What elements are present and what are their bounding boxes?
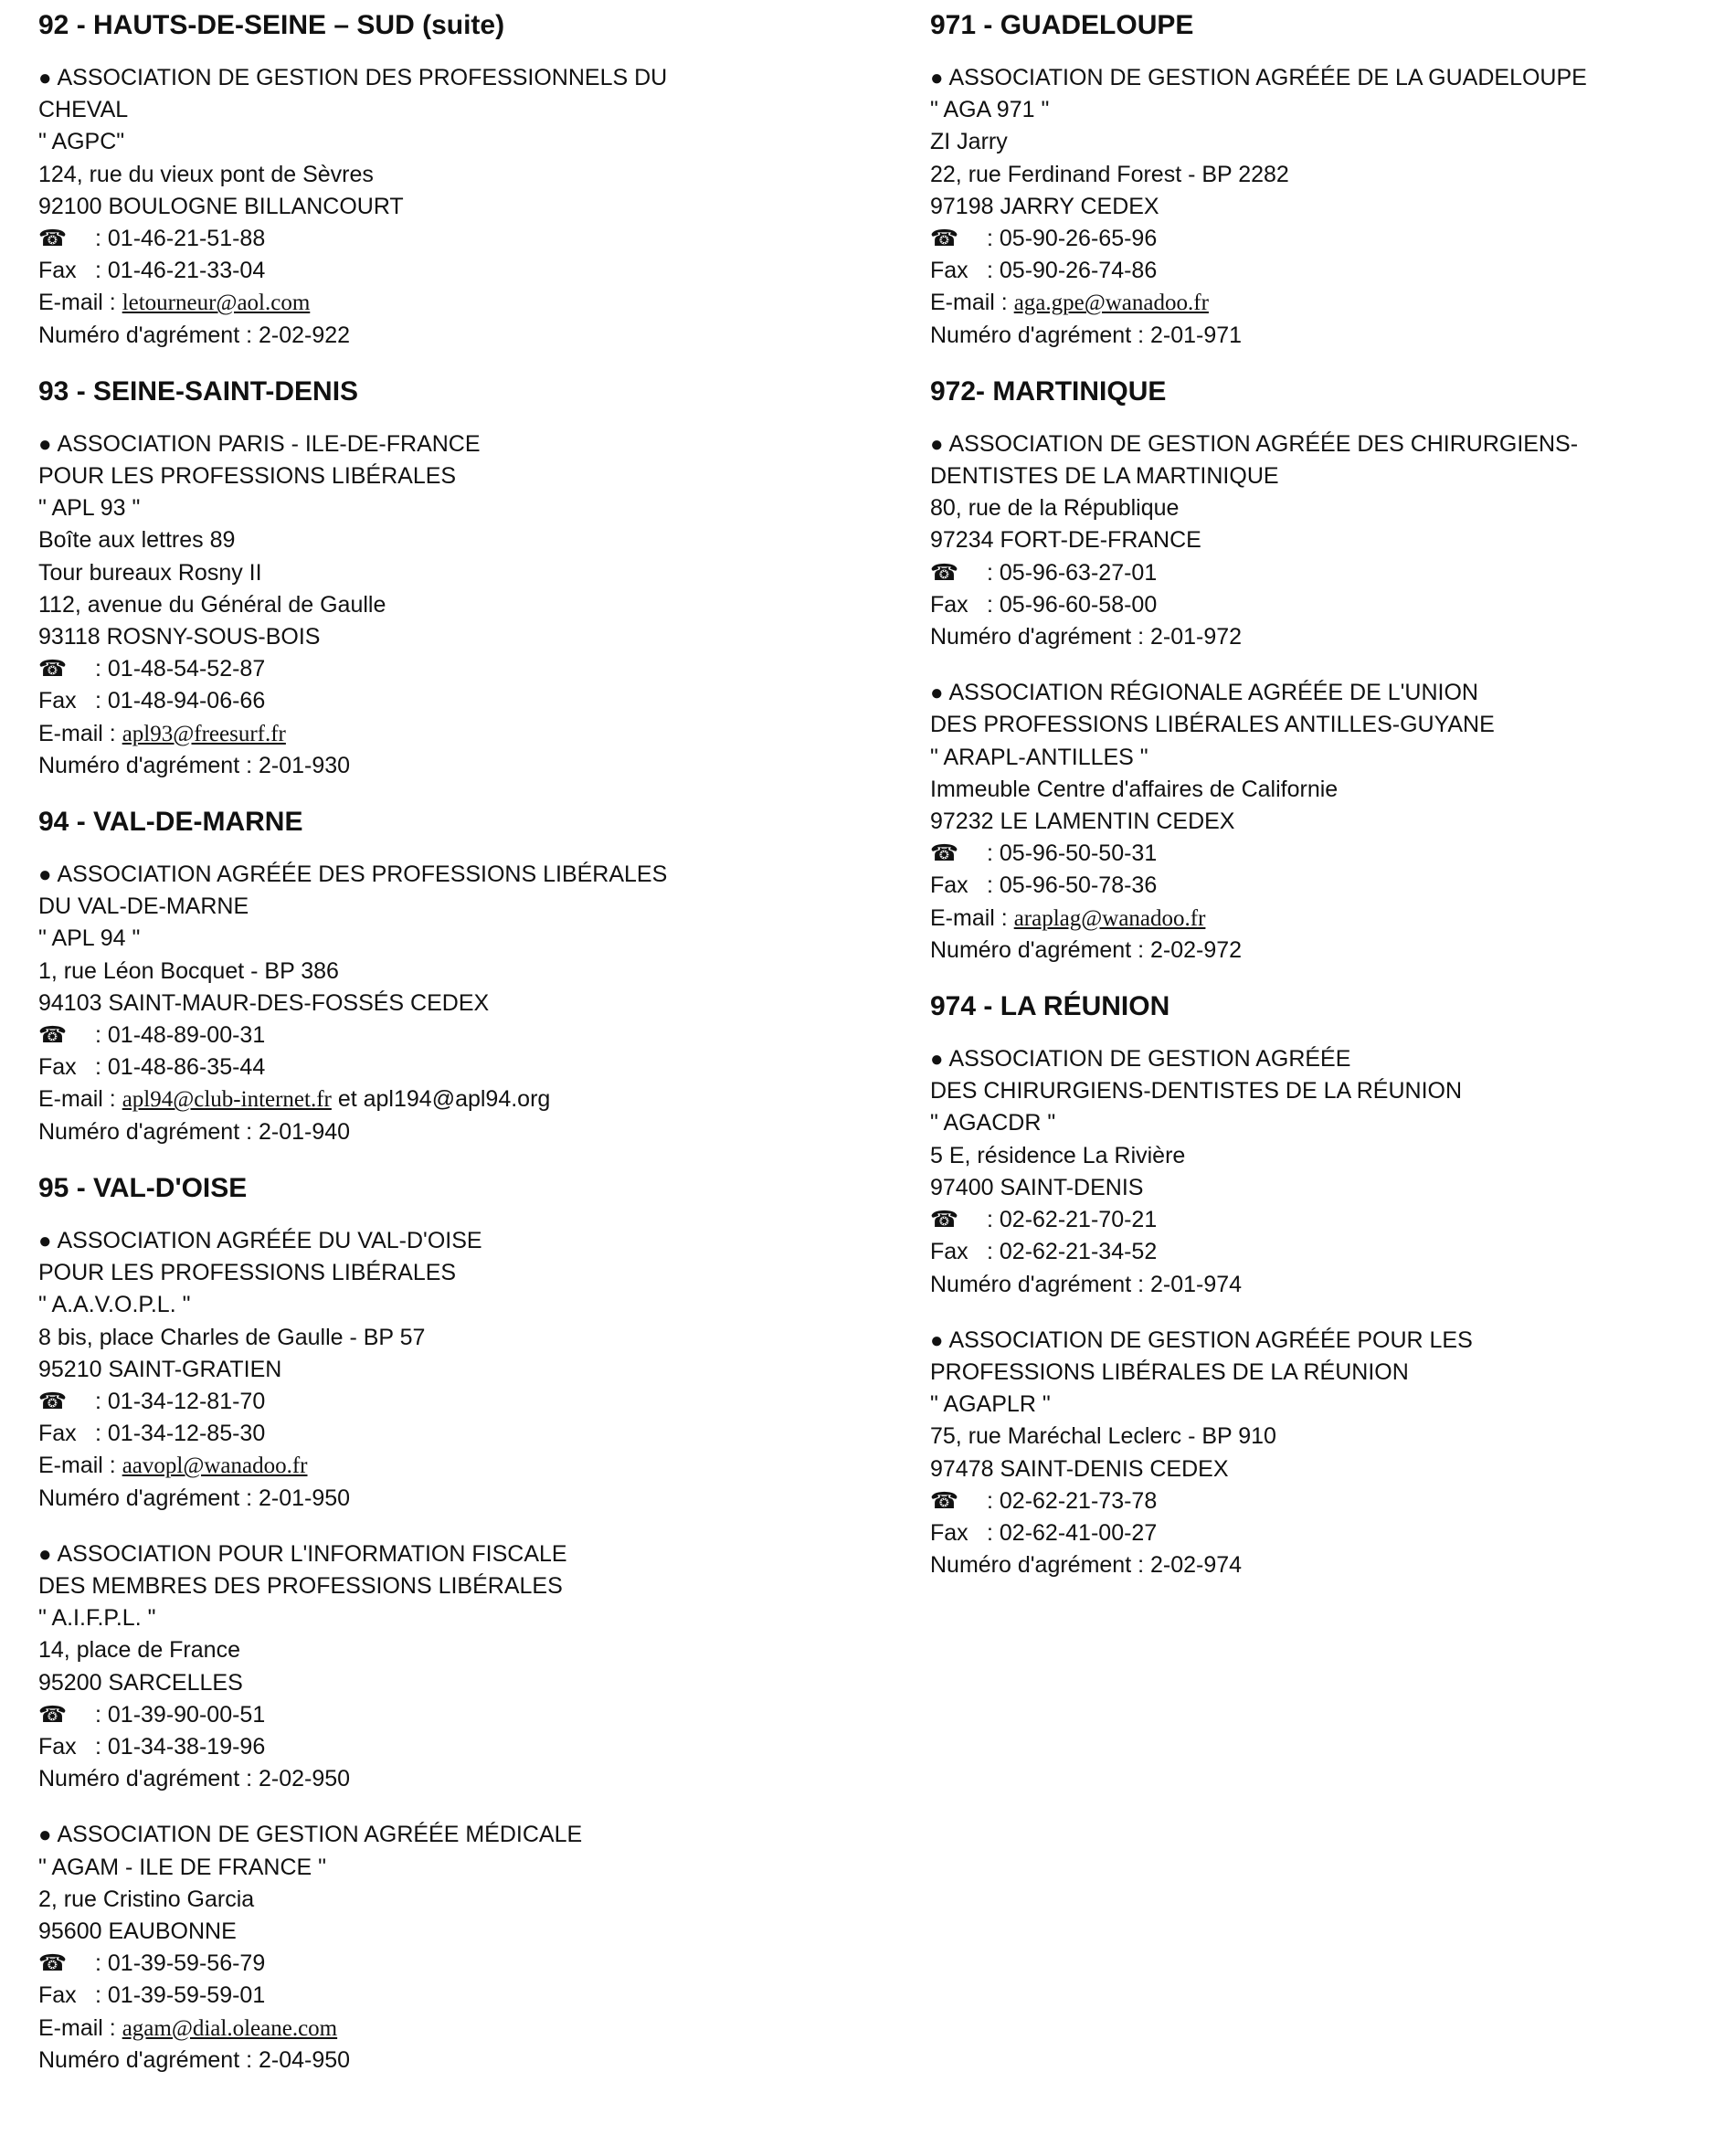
telephone-icon: ☎	[930, 1207, 959, 1233]
agrement-number: Numéro d'agrément : 2-04-950	[38, 2046, 351, 2073]
association-entry	[38, 1538, 861, 1796]
association-entry	[38, 1225, 861, 1515]
phone-line	[930, 1485, 1716, 1517]
section-title: 971 - GUADELOUPE	[930, 10, 1194, 40]
email-link[interactable]: letourneur@aol.com	[122, 291, 311, 316]
association-entry	[930, 62, 1716, 352]
directory-section	[38, 375, 861, 782]
fax-number: : 01-48-94-06-66	[95, 688, 266, 714]
fax-number: : 05-96-60-58-00	[987, 591, 1158, 618]
association-acronym: " APL 93 "	[38, 495, 141, 522]
association-name-line	[930, 62, 1716, 94]
association-name-line	[930, 1075, 1716, 1107]
agrement-number: Numéro d'agrément : 2-01-950	[38, 1485, 351, 1511]
address-line: 124, rue du vieux pont de Sèvres	[38, 161, 374, 187]
address-line: 97198 JARRY CEDEX	[930, 193, 1159, 219]
association-name-text: ASSOCIATION DE GESTION DES PROFESSIONNELS DU	[57, 65, 668, 90]
fax-line	[930, 870, 1716, 902]
association-name-text: ASSOCIATION POUR L'INFORMATION FISCALE	[57, 1540, 567, 1567]
association-acronym: " AGACDR "	[930, 1110, 1056, 1136]
email-link[interactable]: araplag@wanadoo.fr	[1013, 905, 1206, 931]
address-line: 97234 FORT-DE-FRANCE	[930, 527, 1201, 554]
association-acronym: " AGAPLR "	[930, 1391, 1051, 1418]
phone-line	[930, 557, 1716, 589]
email-line	[38, 718, 861, 750]
association-name-text: ASSOCIATION AGRÉÉE DES PROFESSIONS LIBÉRALES	[57, 861, 668, 888]
fax-number: : 01-46-21-33-04	[95, 258, 266, 284]
fax-line	[930, 1517, 1716, 1549]
address-line: 97478 SAINT-DENIS CEDEX	[930, 1455, 1229, 1482]
association-name-text: ASSOCIATION AGRÉÉE DU VAL-D'OISE	[57, 1227, 482, 1253]
phone-number: : 02-62-21-73-78	[987, 1487, 1158, 1514]
phone-line	[38, 1020, 861, 1052]
association-name-text: ASSOCIATION DE GESTION AGRÉÉE	[948, 1046, 1351, 1073]
phone-number: : 05-96-50-50-31	[987, 840, 1158, 867]
telephone-icon: ☎	[38, 1388, 68, 1414]
fax-line	[38, 1418, 861, 1450]
email-label: E-mail :	[38, 720, 122, 746]
association-entry	[930, 1043, 1716, 1301]
fax-label: Fax	[930, 872, 968, 899]
association-name-text: CHEVAL	[38, 97, 129, 123]
association-name-line	[930, 1043, 1716, 1075]
agrement-number: Numéro d'agrément : 2-01-940	[38, 1118, 351, 1145]
association-name-line	[930, 1357, 1716, 1389]
fax-label: Fax	[930, 258, 968, 284]
email-line	[38, 287, 861, 319]
phone-line	[38, 223, 861, 255]
association-name-text: DENTISTES DE LA MARTINIQUE	[930, 463, 1279, 490]
bullet-icon: ●	[38, 862, 52, 888]
address-line: 2, rue Cristino Garcia	[38, 1886, 255, 1912]
telephone-icon: ☎	[38, 656, 68, 682]
email-link[interactable]: aavopl@wanadoo.fr	[122, 1453, 308, 1479]
association-name-line	[930, 428, 1716, 460]
fax-label: Fax	[38, 688, 77, 714]
address-line: 22, rue Ferdinand Forest - BP 2282	[930, 161, 1289, 187]
section-title: 972- MARTINIQUE	[930, 375, 1167, 407]
address-line: 94103 SAINT-MAUR-DES-FOSSÉS CEDEX	[38, 989, 490, 1016]
address-line: 75, rue Maréchal Leclerc - BP 910	[930, 1423, 1276, 1450]
association-name-text: ASSOCIATION DE GESTION AGRÉÉE DE LA GUADELOUPE	[948, 65, 1587, 90]
email-link[interactable]: agam@dial.oleane.com	[122, 2015, 338, 2041]
association-name-line	[38, 428, 861, 460]
right-column	[930, 0, 1716, 1605]
phone-number: : 01-39-59-56-79	[95, 1950, 266, 1977]
fax-line	[930, 589, 1716, 621]
fax-line	[38, 1731, 861, 1763]
association-entry	[930, 428, 1716, 653]
email-line	[38, 1083, 861, 1115]
directory-section	[38, 1172, 861, 2077]
association-entry	[930, 1325, 1716, 1582]
association-name-text: DES PROFESSIONS LIBÉRALES ANTILLES-GUYANE	[930, 712, 1495, 738]
address-line: 93118 ROSNY-SOUS-BOIS	[38, 624, 321, 650]
fax-label: Fax	[38, 258, 77, 284]
association-name-line	[38, 1819, 861, 1851]
address-line: 112, avenue du Général de Gaulle	[38, 591, 386, 618]
phone-line	[930, 838, 1716, 870]
fax-number: : 01-34-38-19-96	[95, 1733, 266, 1760]
phone-line	[38, 1699, 861, 1731]
phone-number: : 05-90-26-65-96	[987, 226, 1158, 252]
fax-number: : 02-62-21-34-52	[987, 1239, 1158, 1265]
association-name-text: DU VAL-DE-MARNE	[38, 893, 249, 920]
bullet-icon: ●	[38, 1228, 52, 1253]
phone-number: : 05-96-63-27-01	[987, 559, 1158, 586]
association-entry	[930, 677, 1716, 967]
telephone-icon: ☎	[38, 1950, 68, 1977]
bullet-icon: ●	[930, 431, 944, 457]
address-line: Tour bureaux Rosny II	[38, 559, 262, 586]
agrement-number: Numéro d'agrément : 2-01-930	[38, 752, 351, 778]
email-line	[930, 903, 1716, 935]
association-name-text: DES CHIRURGIENS-DENTISTES DE LA RÉUNION	[930, 1078, 1463, 1104]
address-line: 80, rue de la République	[930, 495, 1180, 522]
phone-number: : 02-62-21-70-21	[987, 1207, 1158, 1233]
fax-number: : 01-34-12-85-30	[95, 1421, 266, 1447]
address-line: 92100 BOULOGNE BILLANCOURT	[38, 193, 404, 219]
fax-label: Fax	[930, 591, 968, 618]
email-link[interactable]: apl94@club-internet.fr	[122, 1087, 332, 1113]
directory-section	[38, 9, 861, 352]
association-name-line	[930, 1325, 1716, 1357]
phone-number: : 01-48-89-00-31	[95, 1022, 266, 1049]
email-label: E-mail :	[38, 290, 122, 316]
fax-line	[930, 255, 1716, 287]
address-line: 5 E, résidence La Rivière	[930, 1142, 1186, 1168]
directory-section	[930, 9, 1716, 352]
fax-label: Fax	[38, 1054, 77, 1081]
association-name-text: ASSOCIATION PARIS - ILE-DE-FRANCE	[57, 430, 481, 457]
association-name-line	[930, 460, 1716, 492]
section-title: 95 - VAL-D'OISE	[38, 1172, 248, 1203]
fax-number: : 05-96-50-78-36	[987, 872, 1158, 899]
section-title: 93 - SEINE-SAINT-DENIS	[38, 375, 359, 407]
telephone-icon: ☎	[930, 840, 959, 867]
fax-label: Fax	[38, 1982, 77, 2009]
agrement-number: Numéro d'agrément : 2-01-971	[930, 322, 1243, 348]
telephone-icon: ☎	[930, 1487, 959, 1514]
agrement-number: Numéro d'agrément : 2-02-950	[38, 1766, 351, 1792]
email-line	[38, 1450, 861, 1482]
email-link[interactable]: apl93@freesurf.fr	[122, 721, 286, 746]
email-label: E-mail :	[930, 290, 1014, 316]
association-entry	[38, 859, 861, 1148]
association-name-line	[38, 1257, 861, 1289]
agrement-number: Numéro d'agrément : 2-02-974	[930, 1552, 1243, 1579]
fax-label: Fax	[38, 1733, 77, 1760]
association-name-text: ASSOCIATION DE GESTION AGRÉÉE POUR LES	[948, 1326, 1473, 1353]
fax-line	[38, 685, 861, 717]
association-name-line	[930, 677, 1716, 709]
telephone-icon: ☎	[930, 559, 959, 586]
email-link[interactable]: aga.gpe@wanadoo.fr	[1013, 291, 1209, 316]
bullet-icon: ●	[930, 1047, 944, 1073]
agrement-number: Numéro d'agrément : 2-01-972	[930, 624, 1243, 650]
association-entry	[38, 1819, 861, 2077]
phone-number: : 01-46-21-51-88	[95, 226, 266, 252]
association-name-text: ASSOCIATION DE GESTION AGRÉÉE DES CHIRURGIENS-	[948, 430, 1579, 457]
association-name-text: ASSOCIATION RÉGIONALE AGRÉÉE DE L'UNION	[948, 680, 1478, 706]
fax-label: Fax	[930, 1239, 968, 1265]
association-name-line	[38, 94, 861, 126]
fax-label: Fax	[930, 1519, 968, 1546]
association-acronym: " A.I.F.P.L. "	[38, 1605, 156, 1632]
association-name-line	[38, 1225, 861, 1257]
email-label: E-mail :	[38, 1086, 122, 1113]
association-name-line	[38, 859, 861, 891]
bullet-icon: ●	[38, 1823, 52, 1848]
address-line: Boîte aux lettres 89	[38, 527, 236, 554]
association-entry	[38, 428, 861, 782]
association-name-text: PROFESSIONS LIBÉRALES DE LA RÉUNION	[930, 1358, 1409, 1385]
email-label: E-mail :	[930, 904, 1014, 931]
association-acronym: " A.A.V.O.P.L. "	[38, 1292, 191, 1318]
association-acronym: " AGA 971 "	[930, 97, 1050, 123]
association-name-line	[38, 1538, 861, 1570]
section-title: 94 - VAL-DE-MARNE	[38, 807, 303, 838]
email-line	[38, 2013, 861, 2045]
telephone-icon: ☎	[38, 1022, 68, 1049]
fax-line	[38, 255, 861, 287]
email-label: E-mail :	[38, 1453, 122, 1479]
fax-line	[38, 1052, 861, 1083]
association-name-text: POUR LES PROFESSIONS LIBÉRALES	[38, 463, 457, 490]
association-name-line	[930, 709, 1716, 741]
bullet-icon: ●	[930, 681, 944, 706]
address-line: 1, rue Léon Bocquet - BP 386	[38, 957, 339, 984]
email-extra: et apl194@apl94.org	[331, 1086, 551, 1113]
bullet-icon: ●	[930, 1327, 944, 1353]
address-line: ZI Jarry	[930, 129, 1008, 155]
association-acronym: " AGPC"	[38, 129, 125, 155]
association-name-text: DES MEMBRES DES PROFESSIONS LIBÉRALES	[38, 1572, 563, 1599]
association-acronym: " ARAPL-ANTILLES "	[930, 744, 1148, 770]
directory-section	[38, 806, 861, 1148]
association-name-line	[38, 1570, 861, 1602]
phone-line	[930, 223, 1716, 255]
phone-number: : 01-39-90-00-51	[95, 1701, 266, 1728]
address-line: 95210 SAINT-GRATIEN	[38, 1356, 282, 1382]
fax-line	[38, 1980, 861, 2012]
address-line: 14, place de France	[38, 1637, 240, 1664]
association-name-text: POUR LES PROFESSIONS LIBÉRALES	[38, 1260, 457, 1286]
agrement-number: Numéro d'agrément : 2-02-922	[38, 322, 351, 348]
association-name-line	[38, 460, 861, 492]
fax-label: Fax	[38, 1421, 77, 1447]
association-name-line	[38, 62, 861, 94]
association-name-text: ASSOCIATION DE GESTION AGRÉÉE MÉDICALE	[57, 1822, 583, 1848]
association-entry	[38, 62, 861, 352]
address-line: Immeuble Centre d'affaires de Californie	[930, 776, 1339, 802]
agrement-number: Numéro d'agrément : 2-01-974	[930, 1271, 1243, 1297]
fax-number: : 05-90-26-74-86	[987, 258, 1158, 284]
fax-number: : 01-39-59-59-01	[95, 1982, 266, 2009]
phone-line	[38, 653, 861, 685]
bullet-icon: ●	[38, 66, 52, 90]
bullet-icon: ●	[930, 66, 944, 90]
phone-line	[38, 1386, 861, 1418]
association-acronym: " AGAM - ILE DE FRANCE "	[38, 1854, 327, 1880]
address-line: 8 bis, place Charles de Gaulle - BP 57	[38, 1324, 426, 1350]
directory-section	[930, 990, 1716, 1581]
address-line: 97232 LE LAMENTIN CEDEX	[930, 808, 1235, 835]
phone-number: : 01-34-12-81-70	[95, 1388, 266, 1414]
telephone-icon: ☎	[38, 226, 68, 252]
address-line: 97400 SAINT-DENIS	[930, 1174, 1144, 1200]
fax-number: : 02-62-41-00-27	[987, 1519, 1158, 1546]
fax-number: : 01-48-86-35-44	[95, 1054, 266, 1081]
telephone-icon: ☎	[38, 1701, 68, 1728]
association-name-line	[38, 891, 861, 923]
agrement-number: Numéro d'agrément : 2-02-972	[930, 936, 1243, 963]
fax-line	[930, 1236, 1716, 1268]
address-line: 95200 SARCELLES	[38, 1669, 243, 1696]
left-column	[38, 0, 861, 2100]
phone-line	[38, 1948, 861, 1980]
section-title: 974 - LA RÉUNION	[930, 991, 1170, 1022]
phone-number: : 01-48-54-52-87	[95, 656, 266, 682]
bullet-icon: ●	[38, 1541, 52, 1567]
bullet-icon: ●	[38, 431, 52, 457]
email-label: E-mail :	[38, 2014, 122, 2041]
address-line: 95600 EAUBONNE	[38, 1918, 237, 1944]
telephone-icon: ☎	[930, 226, 959, 252]
section-title: 92 - HAUTS-DE-SEINE – SUD (suite)	[38, 10, 505, 40]
email-line	[930, 287, 1716, 319]
phone-line	[930, 1204, 1716, 1236]
association-acronym: " APL 94 "	[38, 925, 141, 952]
directory-section	[930, 375, 1716, 967]
